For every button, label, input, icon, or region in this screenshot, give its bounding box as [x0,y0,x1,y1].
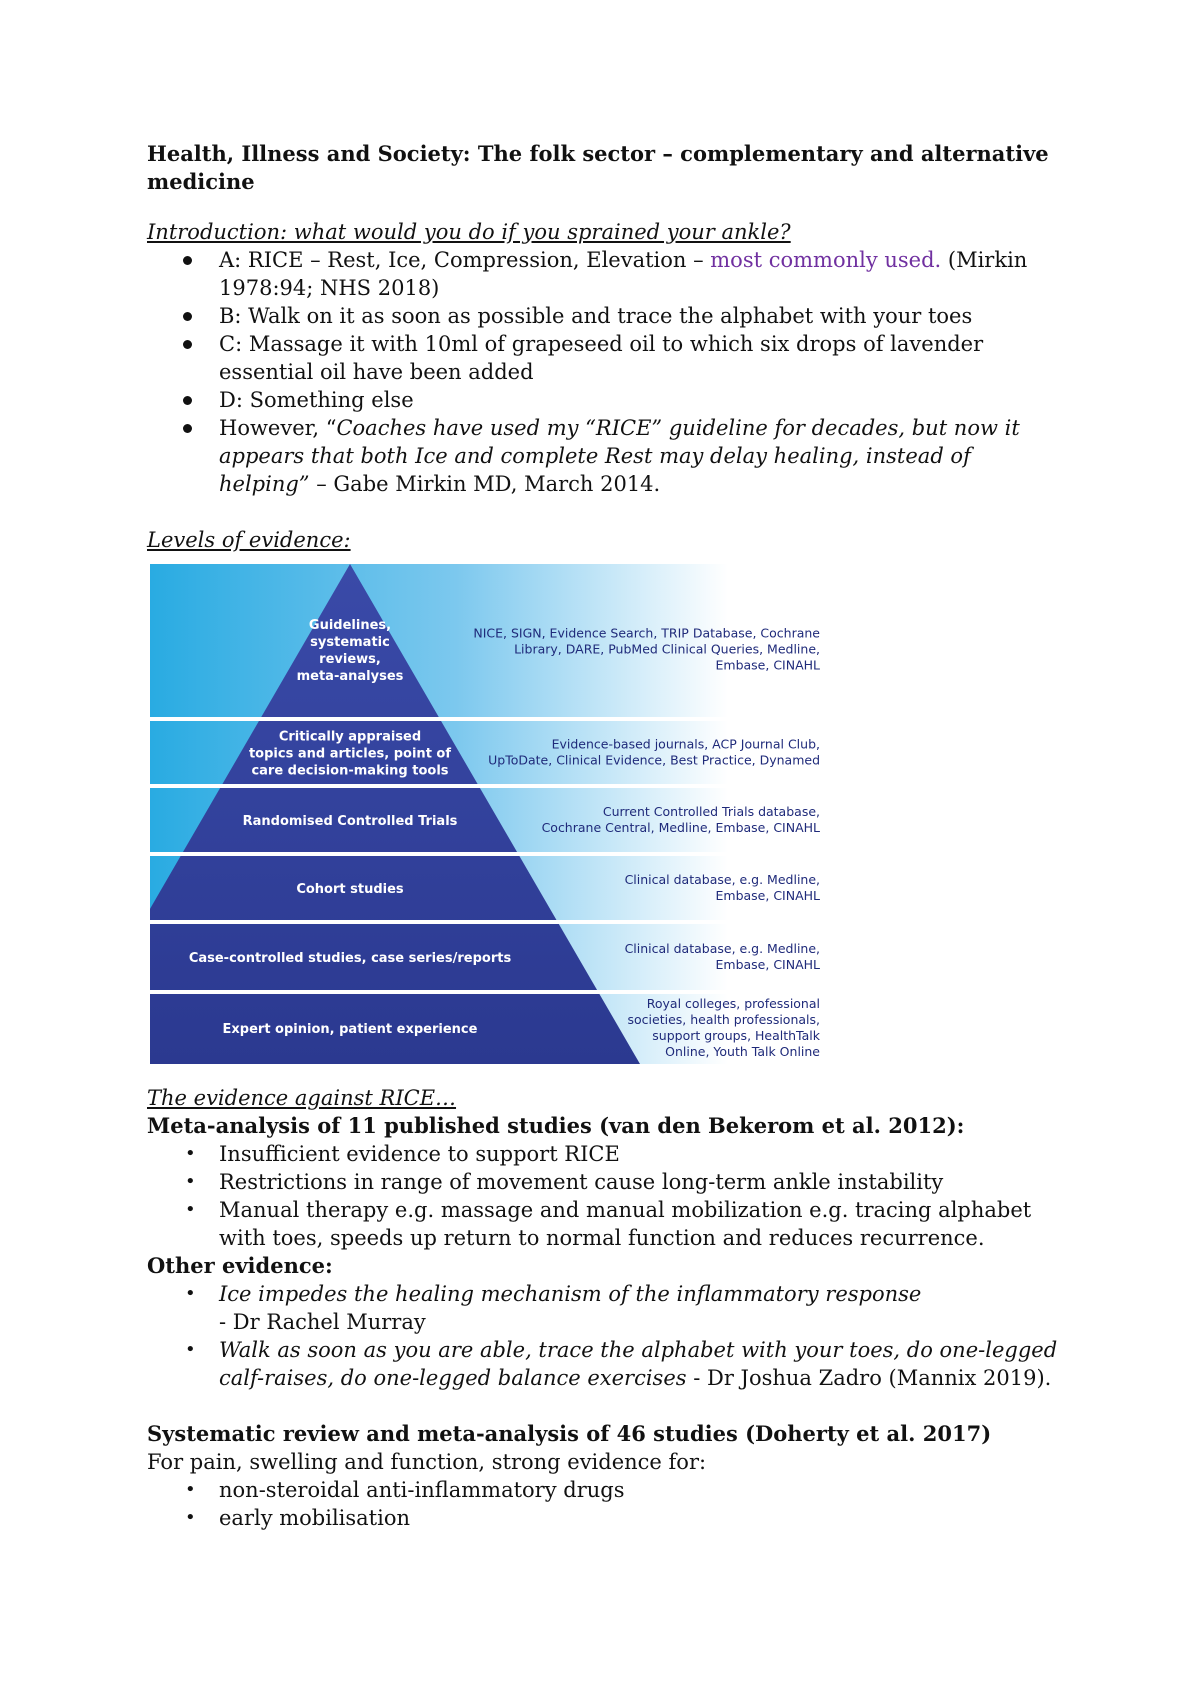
pyramid-level-label: Cohort studies [296,882,404,897]
pyramid-level-label: Critically appraised [278,729,422,745]
meta-heading: Meta-analysis of 11 published studies (van den Bekerom et al. 2012): [147,1113,965,1138]
level-divider [150,784,830,788]
evidence-pyramid [150,564,830,1064]
list-item: • Walk as soon as you are able, trace the alphabet with your toes, do one-legged calf-raises, do one-legged balance exercises - Dr Joshua Zadro (Mannix 2019). [147,1336,1067,1392]
pyramid-source-label: Embase, CINAHL [715,888,820,903]
pyramid-source-label: support groups, HealthTalk [652,1028,820,1043]
pyramid-level-label: Case-controlled studies, case series/reports [188,951,512,966]
pyramid-level-label: care decision-making tools [251,763,449,779]
quote-text: Coaches have used my “RICE” guideline for decades, but now it appears that both Ice and complete Rest may delay healing, instead of helping” [219,416,1020,496]
list-item: However, “Coaches have used my “RICE” guideline for decades, but now it appears that both Ice and complete Rest may delay healing, instead of helping” – Gabe Mirkin MD, March 2014. [147,414,1067,498]
highlight-text: most commonly used. [710,248,942,272]
list-item: B: Walk on it as soon as possible and trace the alphabet with your toes [147,302,1067,330]
pyramid-source-label: NICE, SIGN, Evidence Search, TRIP Database, Cochrane [473,625,820,641]
pyramid-source-label: Current Controlled Trials database, [602,804,820,819]
list-item: • Insufficient evidence to support RICE [147,1140,1067,1168]
pyramid-source-label: UpToDate, Clinical Evidence, Best Practice, Dynamed [488,752,820,768]
pyramid-source-label: Royal colleges, professional [646,996,820,1011]
pyramid-source-label: Evidence-based journals, ACP Journal Club, [551,736,820,752]
pyramid-source-label: Library, DARE, PubMed Clinical Queries, Medline, [514,641,820,657]
pyramid-source-label: Clinical database, e.g. Medline, [624,872,820,887]
level-divider [150,920,830,924]
list-item: • non-steroidal anti-inflammatory drugs [147,1476,1067,1504]
pyramid-source-label: Embase, CINAHL [715,657,820,673]
pyramid-source-label: Cochrane Central, Medline, Embase, CINAHL [541,820,820,835]
pyramid-level-label: Randomised Controlled Trials [242,814,458,829]
level-divider [150,852,830,856]
pyramid-level-label: systematic [310,635,390,650]
systematic-intro: For pain, swelling and function, strong evidence for: [147,1450,707,1474]
other-heading: Other evidence: [147,1253,333,1278]
intro-list [147,246,1067,498]
systematic-list [147,1476,1067,1532]
pyramid-source-label: societies, health professionals, [627,1012,820,1027]
list-item: A: RICE – Rest, Ice, Compression, Elevation – most commonly used. (Mirkin 1978:94; NHS 2018) [147,246,1067,302]
list-item: • Restrictions in range of movement cause long-term ankle instability [147,1168,1067,1196]
document-page [147,140,1067,1532]
pyramid-source-label: Online, Youth Talk Online [665,1044,820,1059]
pyramid-level-label: meta-analyses [296,669,404,684]
list-item: • Ice impedes the healing mechanism of the inflammatory response - Dr Rachel Murray [147,1280,1067,1336]
pyramid-level-label: topics and articles, point of [248,746,452,762]
against-heading: The evidence against RICE… [147,1086,457,1110]
list-item: D: Something else [147,386,1067,414]
systematic-heading: Systematic review and meta-analysis of 46 studies (Doherty et al. 2017) [147,1421,992,1446]
pyramid-source-label: Clinical database, e.g. Medline, [624,941,820,956]
pyramid-source-label: Embase, CINAHL [715,957,820,972]
list-item: • early mobilisation [147,1504,1067,1532]
evidence-pyramid-figure [150,564,830,1064]
intro-heading: Introduction: what would you do if you sprained your ankle? [147,220,791,244]
levels-heading: Levels of evidence: [147,528,351,552]
list-item: C: Massage it with 10ml of grapeseed oil to which six drops of lavender essential oil have been added [147,330,1067,386]
other-list [147,1280,1067,1392]
pyramid-level-label: Guidelines, [308,618,392,633]
meta-list [147,1140,1067,1252]
list-item: • Manual therapy e.g. massage and manual mobilization e.g. tracing alphabet with toes, speeds up return to normal function and reduces recurrence. [147,1196,1067,1252]
pyramid-level-label: reviews, [319,652,381,667]
document-title: Health, Illness and Society: The folk sector – complementary and alternative medicine [147,141,1049,194]
level-divider [150,717,830,721]
pyramid-level-label: Expert opinion, patient experience [222,1022,478,1037]
level-divider [150,990,830,994]
